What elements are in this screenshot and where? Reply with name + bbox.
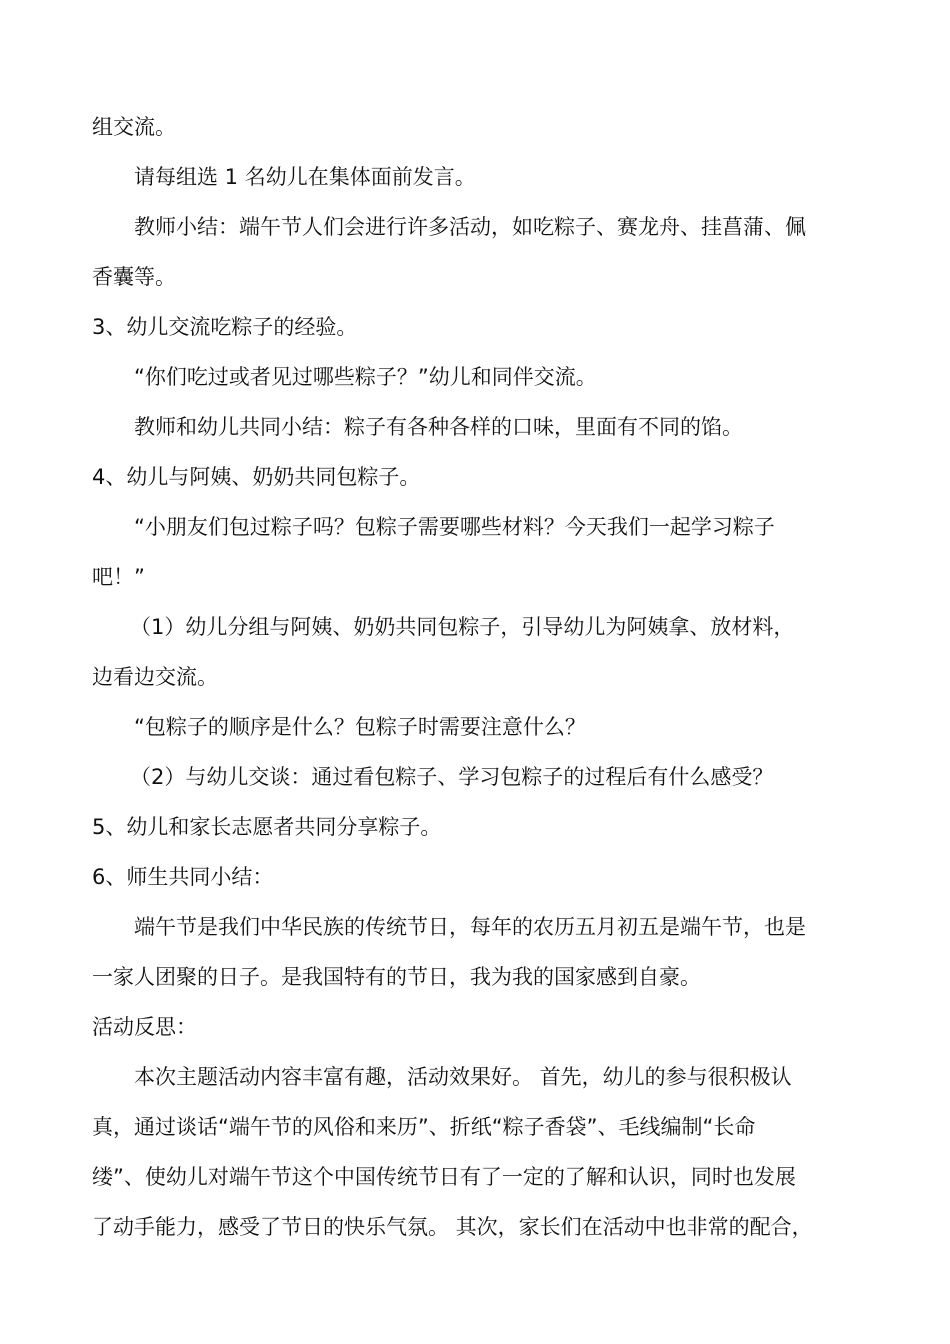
section-heading: 活动反思： [92, 1015, 197, 1039]
paragraph-line: 请每组选 1 名幼儿在集体面前发言。 [134, 165, 476, 189]
paragraph-line: 真，通过谈话“端午节的风俗和来历”、折纸“粽子香袋”、毛线编制“长命 [92, 1115, 756, 1139]
paragraph-line: 教师小结：端午节人们会进行许多活动，如吃粽子、赛龙舟、挂菖蒲、佩 [134, 215, 806, 239]
paragraph-line: 教师和幼儿共同小结：粽子有各种各样的口味，里面有不同的馅。 [134, 415, 743, 439]
paragraph-line: （1）幼儿分组与阿姨、奶奶共同包粽子，引导幼儿为阿姨拿、放材料， [130, 615, 795, 639]
paragraph-line: 吧！” [92, 565, 145, 589]
paragraph-line: “你们吃过或者见过哪些粽子？”幼儿和同伴交流。 [134, 365, 597, 389]
paragraph-line: 边看边交流。 [92, 665, 218, 689]
paragraph-line: 缕”、使幼儿对端午节这个中国传统节日有了一定的了解和认识，同时也发展 [92, 1165, 796, 1189]
section-heading: 3、幼儿交流吃粽子的经验。 [92, 315, 358, 339]
paragraph-line: “小朋友们包过粽子吗？包粽子需要哪些材料？今天我们一起学习粽子 [134, 515, 775, 539]
paragraph-line: （2）与幼儿交谈：通过看包粽子、学习包粽子的过程后有什么感受？ [130, 765, 774, 789]
paragraph-line: 了动手能力，感受了节日的快乐气氛。 其次，家长们在活动中也非常的配合， [92, 1215, 813, 1239]
paragraph-line: 端午节是我们中华民族的传统节日，每年的农历五月初五是端午节，也是 [134, 915, 806, 939]
paragraph-line: 一家人团聚的日子。是我国特有的节日，我为我的国家感到自豪。 [92, 965, 701, 989]
paragraph-line: 本次主题活动内容丰富有趣，活动效果好。 首先，幼儿的参与很积极认 [134, 1065, 792, 1089]
section-heading: 4、幼儿与阿姨、奶奶共同包粽子。 [92, 465, 421, 489]
document-body [92, 108, 862, 1258]
section-heading: 6、师生共同小结： [92, 865, 274, 889]
section-heading: 5、幼儿和家长志愿者共同分享粽子。 [92, 815, 442, 839]
paragraph-line: “包粽子的顺序是什么？包粽子时需要注意什么？ [134, 715, 586, 739]
paragraph-line: 香囊等。 [92, 265, 176, 289]
paragraph-line: 组交流。 [92, 115, 176, 139]
